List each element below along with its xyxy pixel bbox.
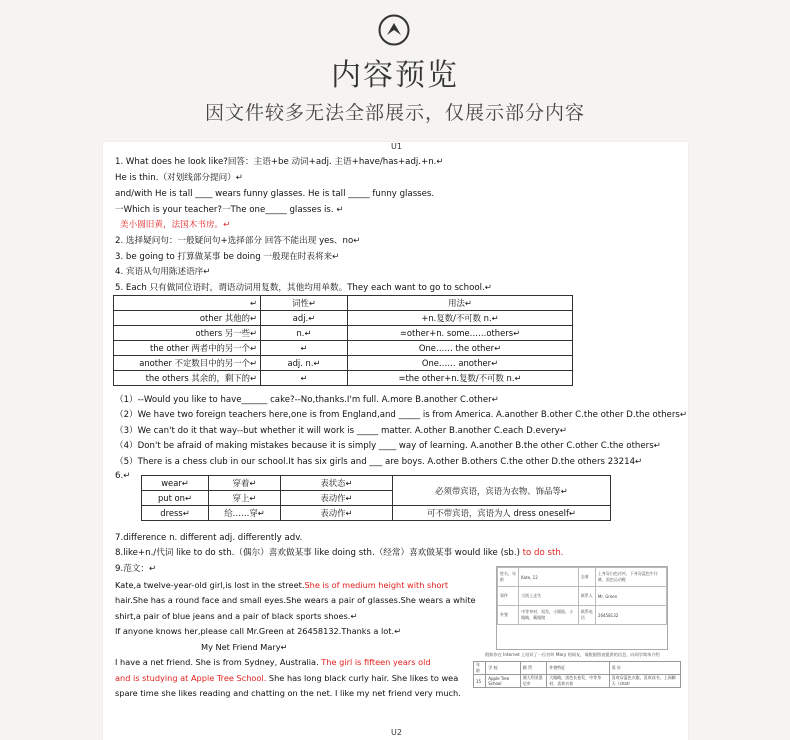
table-row [474,675,681,688]
table-cell: 喜欢穿蓝色衣服，喜欢读书，上网聊天（chat） [609,675,680,688]
chevron-up-circle-icon [378,14,410,46]
table-row [114,356,573,371]
table-cell: 15 [474,675,486,688]
doc-line: 6.↵ [115,471,131,481]
doc-line: 1. What does he look like?回答：主语+be 动词+adj. 主语+have/has+adj.+n.↵ [115,157,444,167]
table-cell: Kate, 12 [519,568,579,587]
essay-title: My Net Friend Mary↵ [201,642,288,652]
table-cell: 中等身材，短发，小圆脸，小眼睛，戴眼镜 [519,606,579,625]
doc-text: 8.like+n./代词 like to do sth.（偶尔）喜欢做某事 like doing sth.（经常）喜欢做某事 would like (sb.) [115,548,523,558]
table-cell: 穿上↵ [209,491,281,506]
net-friend-info-card [473,652,681,736]
table-cell: 姓名、年龄 [498,568,519,587]
doc-line: 2. 选择疑问句：一般疑问句+选择部分 回答不能出现 yes、no↵ [115,236,361,246]
table-row [114,326,573,341]
table-cell: 大街上走失 [519,587,579,606]
table-cell: 事件 [498,587,519,606]
doc-line: 7.difference n. different adj. differently adv. [115,533,303,543]
table-row [474,662,681,675]
table-row [498,568,667,587]
essay-line: shirt,a pair of blue jeans and a pair of black sports shoes.↵ [115,611,358,621]
essay-line [115,579,448,591]
table-cell: 表状态↵ [281,476,393,491]
table-row [498,606,667,625]
table-cell: 表动作↵ [281,506,393,521]
card-intro: 假如你在 Internet 上结识了一位名叫 Mary 的网友，请根据图表提供的信息，向同学简单介绍 [485,652,660,657]
table-cell: 给……穿↵ [209,506,281,521]
table-cell: n.↵ [261,326,348,341]
doc-line: 3. be going to 打算做某事 be doing 一般现在时表将来↵ [115,252,340,262]
table-row [114,296,573,311]
table-cell: 必须带宾语，宾语为衣物、饰品等↵ [393,476,611,506]
table-cell: 大眼睛，黑色长卷发，中等身材，喜欢衣着 [547,675,610,688]
table-cell: Mr. Green [595,587,666,606]
table-cell: 学 校 [486,662,520,675]
table-cell: 外貌特征 [547,662,610,675]
table-cell: 26458132 [595,606,666,625]
table-cell: 可不带宾语，宾语为人 dress oneself↵ [393,506,611,521]
table-cell: dress↵ [142,506,209,521]
table-row [114,311,573,326]
page-title: 内容预览 [331,58,459,93]
table-row [114,341,573,356]
table-row [142,476,611,491]
table-cell: put on↵ [142,491,209,506]
essay-line [115,656,431,668]
table-cell: other 其他的↵ [114,311,261,326]
table-cell: 用法↵ [348,296,573,311]
table-cell: others 另一些↵ [114,326,261,341]
exercise-item: （4）Don't be afraid of making mistakes because it is simply ____ way of learning. A.another B.the other C.other C.the others↵ [115,441,661,451]
table-cell: 上身穿白色衬衫，下身穿蓝色牛仔裤，黑色运动鞋 [595,568,666,587]
exercise-item: （5）There is a chess club in our school.It has six girls and ___ are boys. A.other B.others C.the other D.the others 23214↵ [115,457,643,467]
table-cell: adj.↵ [261,311,348,326]
doc-line-highlight: 美小圆旧黄，法国木书房。↵ [120,220,231,230]
essay-line [115,672,458,684]
table-cell: 澳大利亚悉尼市 [520,675,546,688]
table-cell: 年龄 [474,662,486,675]
table-row [114,371,573,386]
document-preview [103,142,688,740]
table-row [498,587,667,606]
page-number-top: U1 [391,142,402,151]
table-cell: the others 其余的，剩下的↵ [114,371,261,386]
essay-text-highlight: and is studying at Apple Tree School. [115,673,267,683]
essay-text-highlight: She is of medium height with short [304,580,449,590]
table-cell: 穿着↵ [209,476,281,491]
table-cell: 表动作↵ [281,491,393,506]
essay-text: She has long black curly hair. She likes to wea [266,673,459,683]
table-cell: 去着 [578,568,595,587]
doc-line: 一Which is your teacher?一The one_____ glasses is. ↵ [115,205,344,215]
doc-line: and/with He is tall ____ wears funny glasses. He is tall _____ funny glasses. [115,189,435,199]
table-cell: =the other+n.复数/不可数 n.↵ [348,371,573,386]
table-cell: Apple Tree School [486,675,520,688]
table-cell: 联系电话 [578,606,595,625]
table-cell: another 不定数目中的另一个↵ [114,356,261,371]
other-usage-table [113,295,573,386]
table-cell: 外貌 [498,606,519,625]
essay-text: Kate,a twelve-year-old girl,is lost in the street. [115,580,305,590]
table-cell: 词性↵ [261,296,348,311]
table-cell: One…… another↵ [348,356,573,371]
essay-line: If anyone knows her,please call Mr.Green at 26458132.Thanks a lot.↵ [115,626,401,636]
table-cell: wear↵ [142,476,209,491]
doc-line: 5. Each 只有做同位语时，谓语动词用复数，其他均用单数。They each want to go to school.↵ [115,283,492,293]
table-cell: 联系人 [578,587,595,606]
essay-text: I have a net friend. She is from Sydney, Australia. [115,657,322,667]
table-cell: +n.复数/不可数 n.↵ [348,311,573,326]
lost-child-info-card [496,566,668,650]
wear-usage-table [141,475,611,521]
exercise-item: （1）--Would you like to have______ cake?--No,thanks.I'm full. A.more B.another C.other↵ [115,395,499,405]
exercise-item: （3）We can't do it that way--but whether it will work is _____ matter. A.other B.another C.each D.every↵ [115,426,567,436]
table-cell: the other 两者中的另一个↵ [114,341,261,356]
table-cell: One…… the other↵ [348,341,573,356]
page-subtitle: 因文件较多无法全部展示，仅展示部分内容 [204,102,585,124]
essay-line: hair.She has a round face and small eyes.She wears a pair of glasses.She wears a white [115,595,476,605]
page-number-bottom: U2 [391,728,402,737]
table-cell: ↵ [261,371,348,386]
doc-line: 9.范文：↵ [115,564,157,574]
exercise-item: （2）We have two foreign teachers here,one is from England,and _____ is from America. A.another B.other C.the other D.the others↵ [115,410,688,420]
table-cell: adj. n.↵ [261,356,348,371]
table-cell: 爱 好 [609,662,680,675]
table-cell: 籍 贯 [520,662,546,675]
essay-line: spare time she likes reading and chatting on the net. I like my net friend very much. [115,688,461,698]
essay-text-highlight: The girl is fifteen years old [321,657,431,667]
doc-line: 4. 宾语从句用陈述语序↵ [115,267,211,277]
table-row [142,506,611,521]
doc-text-highlight: to do sth. [522,548,564,558]
doc-line: He is thin.（对划线部分提问）↵ [115,173,244,183]
doc-line [115,547,564,559]
table-cell: =other+n. some……others↵ [348,326,573,341]
table-cell: ↵ [261,341,348,356]
table-cell: ↵ [114,296,261,311]
